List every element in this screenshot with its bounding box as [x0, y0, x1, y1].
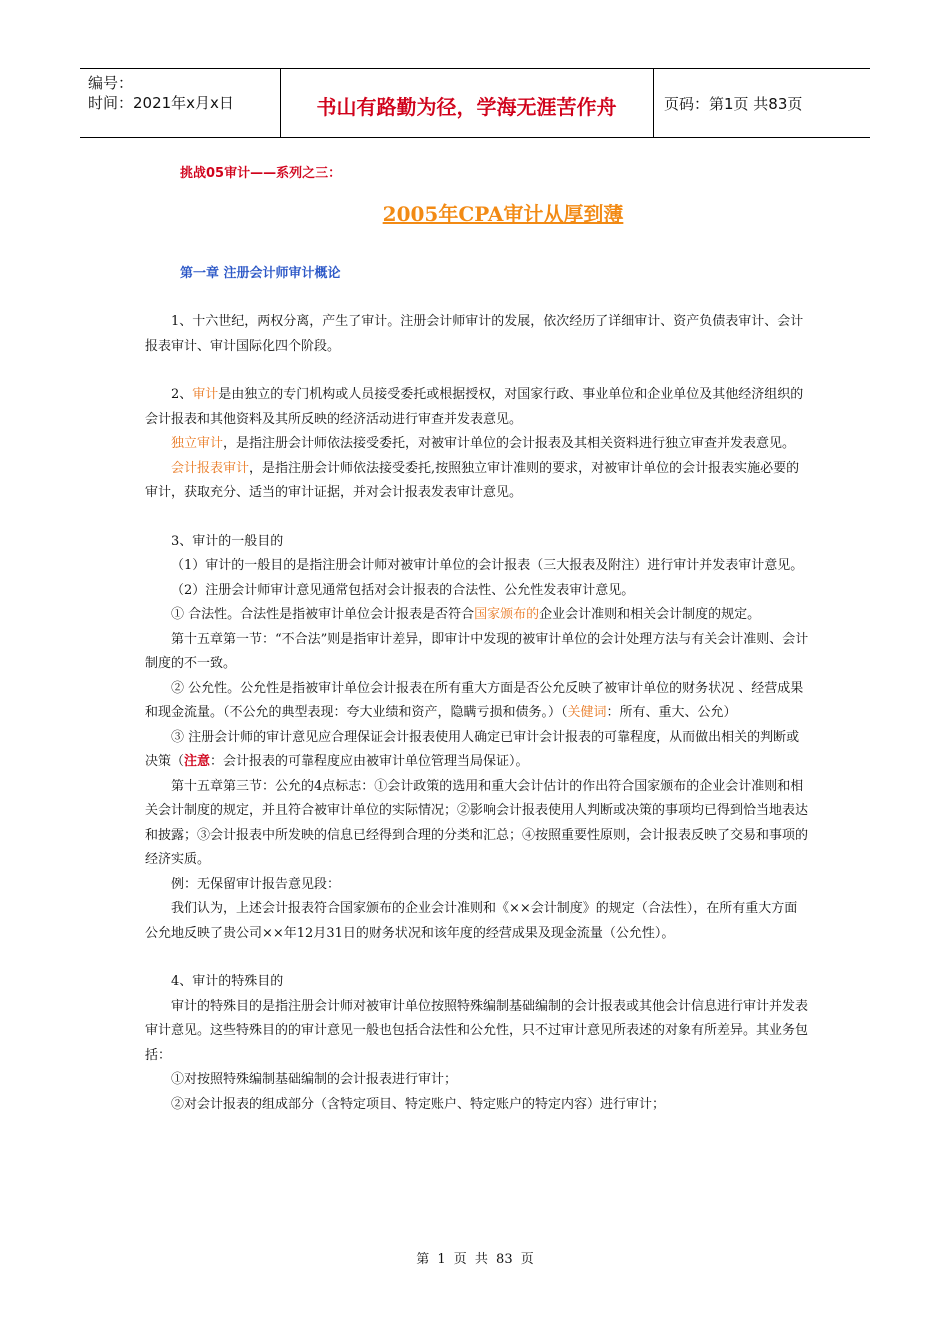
paragraph: 独立审计，是指注册会计师依法接受委托，对被审计单位的会计报表及其相关资料进行独立审查并发表意见。	[171, 436, 796, 451]
note-label: 注意	[184, 754, 211, 769]
doc-time-label: 时间：2021年x月x日	[88, 94, 234, 112]
paragraph: ② 公允性。公允性是指被审计单位会计报表在所有重大方面是否公允反映了被审计单位的财务状况 、经营成果和现金流量。（不公允的典型表现：夸大业绩和资产，隐瞒亏损和债务。）（关健词：所有、重大、公允）	[145, 680, 804, 720]
paragraph: 第十五章第三节：公允的4点标志：①会计政策的选用和重大会计估计的作出符合国家颁布的企业会计准则和相关会计制度的规定，并且符合被审计单位的实际情况；②影响会计报表使用人判断或决策的事项均已得到恰当地表达和披露；③会计报表中所发映的信息已经得到合理的分类和汇总；④按照重要性原则，会计报表反映了交易和事项的经济实质。	[145, 778, 809, 867]
page-header	[80, 68, 870, 138]
paragraph: 第十五章第一节：“不合法”则是指审计差异，即审计中发现的被审计单位的会计处理方法与有关会计准则、会计制度的不一致。	[145, 631, 809, 671]
paragraph: 1、十六世纪，两权分离，产生了审计。注册会计师审计的发展，依次经历了详细审计、资产负债表审计、会计报表审计、审计国际化四个阶段。	[145, 314, 804, 354]
paragraph: ②对会计报表的组成部分（含特定项目、特定账户、特定账户的特定内容）进行审计；	[171, 1096, 666, 1112]
series-subtitle: 挑战05审计——系列之三：	[180, 166, 342, 181]
key-term: 关健词	[567, 705, 607, 720]
document-body	[145, 310, 810, 1117]
paragraph: 会计报表审计，是指注册会计师依法接受委托,按照独立审计准则的要求，对被审计单位的会计报表实施必要的审计，获取充分、适当的审计证据，并对会计报表发表审计意见。	[145, 460, 800, 500]
paragraph: （2）注册会计师审计意见通常包括对会计报表的合法性、公允性发表审计意见。	[171, 582, 635, 598]
paragraph: （1）审计的一般目的是指注册会计师对被审计单位的会计报表（三大报表及附注）进行审计并发表审计意见。	[171, 558, 804, 573]
paragraph: ①对按照特殊编制基础编制的会计报表进行审计；	[171, 1072, 458, 1087]
section-heading: 3、审计的一般目的	[171, 533, 284, 549]
key-term: 会计报表审计	[171, 460, 250, 476]
paragraph: ③ 注册会计师的审计意见应合理保证会计报表使用人确定已审计会计报表的可靠程度，从而做出相关的判断或决策（注意：会计报表的可靠程度应由被审计单位管理当局保证）。	[145, 729, 800, 769]
paragraph: 例：无保留审计报告意见段：	[171, 876, 341, 892]
header-divider	[653, 69, 654, 137]
header-motto: 书山有路勤为径，学海无涯苦作舟	[316, 95, 617, 119]
paragraph: 我们认为，上述会计报表符合国家颁布的企业会计准则和《××会计制度》的规定（合法性），在所有重大方面公允地反映了贵公司××年12月31日的财务状况和该年度的经营成果及现金流量（公允性）。	[145, 901, 798, 941]
key-term: 审计	[192, 387, 219, 402]
chapter-heading: 第一章 注册会计师审计概论	[180, 266, 341, 281]
section-heading: 4、审计的特殊目的	[171, 974, 284, 989]
header-meta	[88, 73, 234, 113]
document-title: 2005年CPA审计从厚到薄	[382, 202, 624, 226]
paragraph: ① 合法性。合法性是指被审计单位会计报表是否符合国家颁布的企业会计准则和相关会计制度的规定。	[171, 607, 761, 622]
paragraph: 2、审计是由独立的专门机构或人员接受委托或根据授权，对国家行政、事业单位和企业单位及其他经济组织的会计报表和其他资料及其所反映的经济活动进行审查并发表意见。	[145, 387, 804, 427]
key-term: 国家颁布的	[474, 607, 540, 622]
header-page-info: 页码：第1页 共83页	[664, 95, 803, 113]
key-term: 独立审计	[171, 436, 224, 451]
doc-number-label: 编号：	[88, 74, 134, 92]
paragraph: 审计的特殊目的是指注册会计师对被审计单位按照特殊编制基础编制的会计报表或其他会计信息进行审计并发表审计意见。这些特殊目的的审计意见一般也包括合法性和公允性，只不过审计意见所表述的对象有所差异。其业务包括：	[145, 998, 809, 1063]
page-footer: 第 1 页 共 83 页	[416, 1252, 534, 1267]
